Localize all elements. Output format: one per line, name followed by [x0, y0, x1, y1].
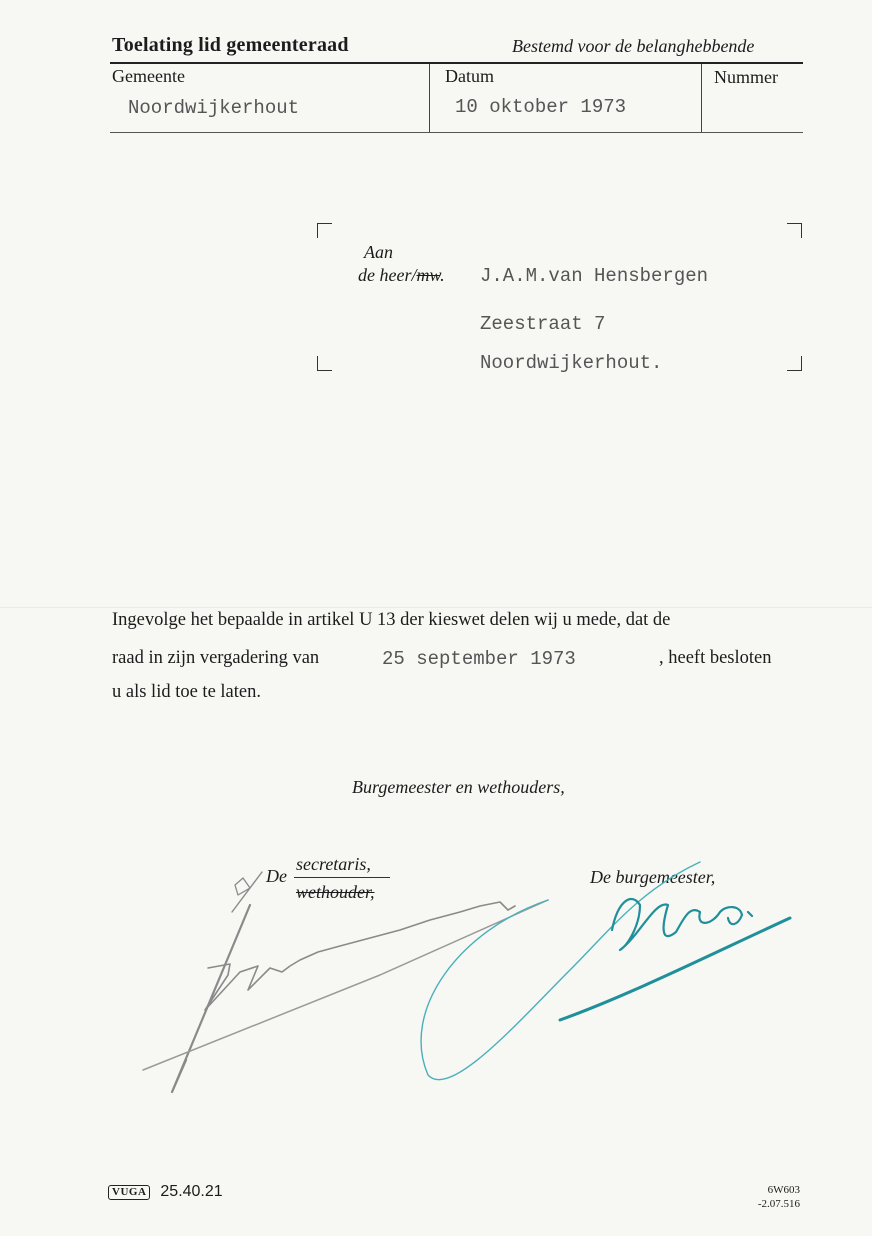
vuga-logo: VUGA [108, 1185, 150, 1200]
datum-label: Datum [445, 66, 494, 86]
right-signatory-title: De burgemeester, [590, 867, 716, 887]
mayor-signature [421, 862, 790, 1080]
document-title: Toelating lid gemeenteraad [112, 34, 349, 56]
footer-code: 25.40.21 [160, 1183, 223, 1200]
form-date: -2.07.516 [757, 1198, 800, 1210]
footer-left [108, 1183, 223, 1201]
body-line-2-suffix: , heeft besloten [659, 648, 772, 668]
closing-text: Burgemeester en wethouders, [352, 777, 565, 797]
left-signatory-de: De [266, 866, 287, 886]
left-signatory-role: secretaris, [296, 854, 371, 874]
body-line-2-prefix: raad in zijn vergadering van [112, 648, 320, 668]
salutation-dot: . [440, 265, 445, 285]
left-signatory-role-struck: wethouder, [296, 882, 375, 902]
destination-note: Bestemd voor de belanghebbende [512, 36, 755, 56]
gemeente-value: Noordwijkerhout [128, 97, 300, 119]
body-line-1: Ingevolge het bepaalde in artikel U 13 der kieswet delen wij u mede, dat de [112, 610, 671, 630]
recipient-city: Noordwijkerhout. [480, 352, 663, 374]
secretary-signature [143, 872, 548, 1092]
meeting-date: 25 september 1973 [382, 648, 576, 670]
nummer-label: Nummer [714, 67, 778, 87]
gemeente-label: Gemeente [112, 66, 185, 86]
body-line-3: u als lid toe te laten. [112, 682, 261, 702]
salutation-prefix: de heer/ [358, 265, 417, 285]
salutation-struck: mw [416, 265, 441, 285]
recipient-street: Zeestraat 7 [480, 313, 606, 335]
address-aan: Aan [364, 242, 393, 262]
recipient-name: J.A.M.van Hensbergen [480, 265, 709, 287]
form-code: 6W603 [767, 1184, 800, 1196]
datum-value: 10 oktober 1973 [455, 96, 627, 118]
